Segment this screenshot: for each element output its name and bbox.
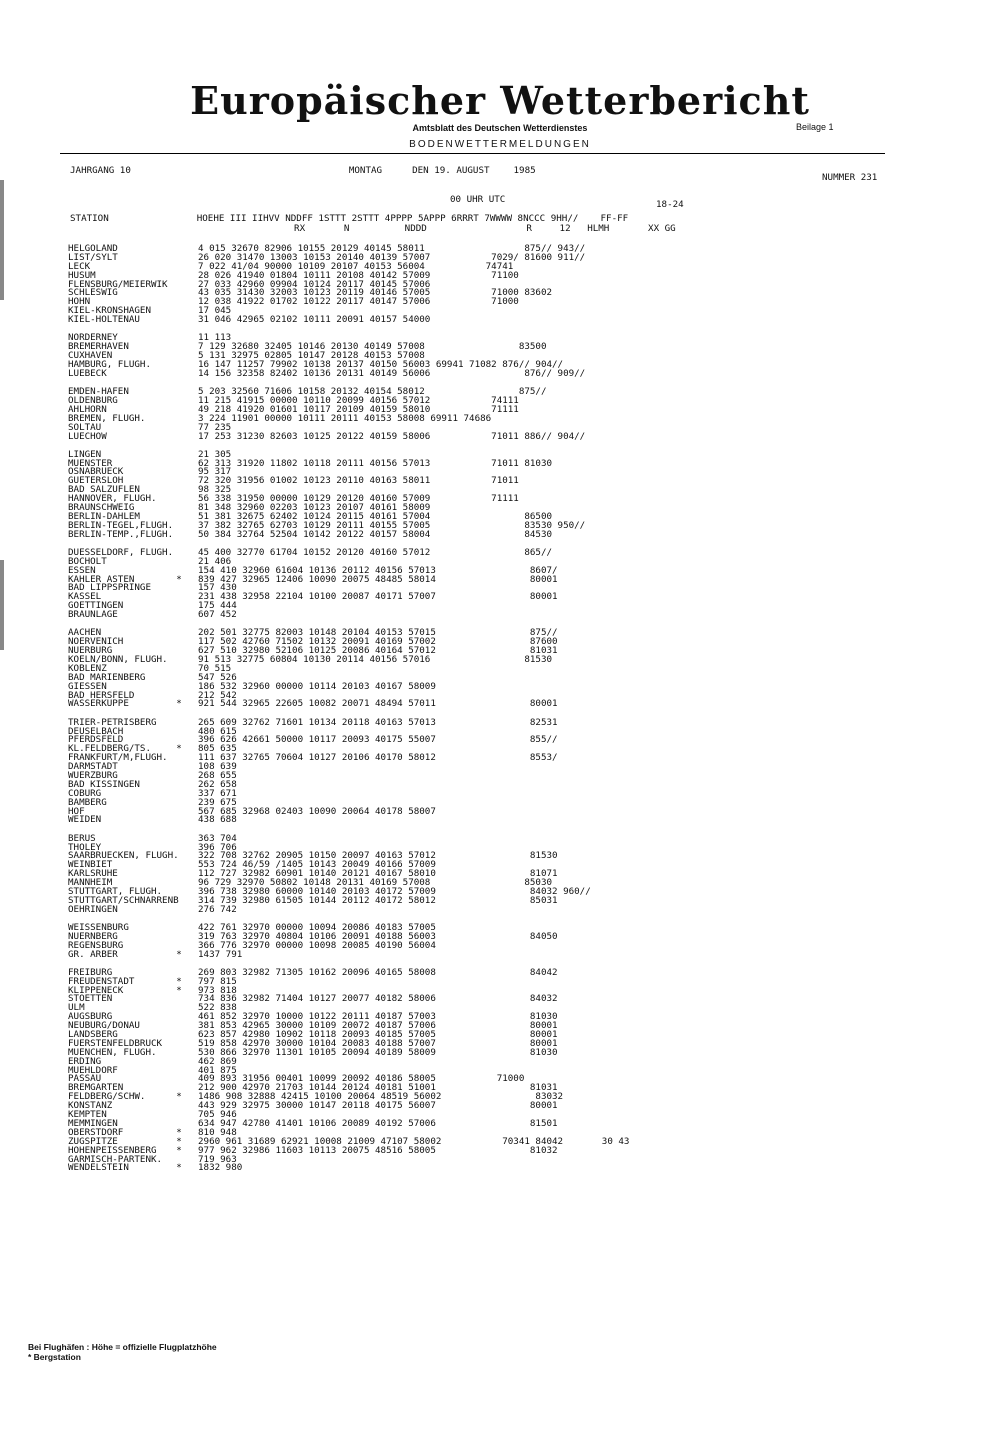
station-data: 268 655 [198, 769, 237, 781]
station-data: 921 544 32965 22605 10082 20071 48494 57011 80001 [198, 698, 558, 710]
station-data: 43 035 31430 32003 10123 20119 40146 57005 71000 83602 [198, 287, 553, 299]
station-data: 396 706 [198, 841, 237, 853]
station-name: BREMERHAVEN [68, 341, 129, 353]
station-data: 112 727 32982 60901 10140 20121 40167 58010 81071 [198, 868, 558, 880]
station-data: 1832 980 [198, 1162, 243, 1174]
station-name: BAD MARIENBERG [68, 671, 146, 683]
station-data: 462 869 [198, 1055, 237, 1067]
station-data: 62 313 31920 11802 10118 20111 40156 57013 71011 81030 [198, 457, 553, 469]
station-data: 212 900 42970 21703 10144 20124 40181 51001 81031 [198, 1082, 558, 1094]
station-data: 17 253 31230 82603 10125 20122 40159 58006 71011 886// 904// [198, 430, 586, 442]
station-data: 1486 908 32888 42415 10100 20064 48519 56002 83032 [198, 1091, 564, 1103]
station-data: 45 400 32770 61704 10152 20120 40160 57012 865// [198, 546, 553, 558]
station-name: KL.FELDBERG/TS. [68, 743, 151, 755]
code-header: HOEHE III IIHVV NDDFF 1STTT 2STTT 4PPPP 5APPP 6RRRT 7WWWW 8NCCC 9HH// FF-FF [196, 213, 629, 224]
station-data: 37 382 32765 62703 10129 20111 40155 57005 83530 950// [198, 519, 586, 531]
station-name: HOHENPEISSENBERG [68, 1144, 157, 1156]
station-name: REGENSBURG [68, 939, 124, 951]
station-name: LUECHOW [68, 430, 107, 442]
station-data: 11 215 41915 00000 10110 20099 40156 57012 74111 [198, 394, 519, 406]
mountain-marker: * [176, 1091, 182, 1103]
station-name: NEUBURG/DONAU [68, 1020, 140, 1032]
mountain-marker: * [176, 1162, 182, 1174]
station-name: KIEL-KRONSHAGEN [68, 305, 151, 317]
station-name: BREMEN, FLUGH. [68, 412, 146, 424]
station-name: OEHRINGEN [68, 903, 118, 915]
footnote [28, 1342, 217, 1362]
station-name: GUETERSLOH [68, 475, 124, 487]
station-name: HUSUM [68, 269, 96, 281]
station-data: 51 381 32675 62402 10124 20115 40161 57004 86500 [198, 510, 553, 522]
station-data: 56 338 31950 00000 10129 20120 40160 57009 71111 [198, 493, 519, 505]
page-title: Europäischer Wetterbericht [190, 78, 810, 123]
station-name: AUGSBURG [68, 1011, 113, 1023]
station-data: 438 688 [198, 814, 237, 826]
station-data: 265 609 32762 71601 10134 20118 40163 57013 82531 [198, 716, 558, 728]
station-name: CUXHAVEN [68, 350, 113, 362]
station-name: COBURG [68, 787, 102, 799]
station-name: FRANKFURT/M,FLUGH. [68, 752, 168, 764]
station-name: STOETTEN [68, 993, 113, 1005]
station-data: 21 406 [198, 555, 232, 567]
station-name: GR. ARBER [68, 948, 118, 960]
station-data: 547 526 [198, 671, 237, 683]
station-name: AHLHORN [68, 403, 107, 415]
station-name: WEINBIET [68, 859, 113, 871]
station-name: MEMMINGEN [68, 1117, 118, 1129]
station-data: 175 444 [198, 600, 237, 612]
station-data: 623 857 42980 10902 10118 20093 40185 57005 80001 [198, 1029, 558, 1041]
station-name: BRAUNSCHWEIG [68, 502, 135, 514]
station-name: GOETTINGEN [68, 600, 124, 612]
station-name: DARMSTADT [68, 761, 118, 773]
station-data: 7 129 32680 32405 10146 20130 40149 57008 83500 [198, 341, 547, 353]
station-data: 72 320 31956 01002 10123 20110 40163 58011 71011 [198, 475, 519, 487]
station-name: EMDEN-HAFEN [68, 386, 129, 398]
station-name: BAD LIPPSPRINGE [68, 582, 151, 594]
station-data: 363 704 [198, 832, 237, 844]
station-name: LUEBECK [68, 367, 107, 379]
station-name: GARMISCH-PARTENK. [68, 1153, 163, 1165]
station-name: SAARBRUECKEN, FLUGH. [68, 850, 179, 862]
column-header-row2 [70, 224, 676, 233]
station-data: 366 776 32970 00000 10098 20085 40190 56004 [198, 939, 436, 951]
station-name: LIST/SYLT [68, 251, 118, 263]
station-name: LINGEN [68, 448, 102, 460]
station-data: 17 045 [198, 305, 232, 317]
station-data: 26 020 31470 13003 10153 20140 40139 57007 7029/ 81600 911// [198, 251, 586, 263]
subtitle: Amtsblatt des Deutschen Wetterdienstes [412, 123, 588, 133]
station-data: 2960 961 31689 62921 10008 21009 47107 58002 70341 84042 30 43 [198, 1135, 630, 1147]
station-name: BERLIN-TEMP.,FLUGH. [68, 528, 174, 540]
issue-number: NUMMER 231 [822, 172, 878, 183]
station-data: 157 430 [198, 582, 237, 594]
mountain-marker: * [176, 1144, 182, 1156]
station-data: 797 815 [198, 975, 237, 987]
station-data: 269 803 32982 71305 10162 20096 40165 58008 84042 [198, 966, 558, 978]
station-data: 27 033 42960 09904 10124 20117 40145 57006 [198, 278, 431, 290]
station-data: 522 838 [198, 1002, 237, 1014]
station-name: SCHLESWIG [68, 287, 118, 299]
station-name: BAD KISSINGEN [68, 778, 140, 790]
station-data: 21 305 [198, 448, 232, 460]
station-name: ESSEN [68, 564, 96, 576]
station-data: 96 729 32970 50802 10148 20131 40169 57008 85030 [198, 877, 553, 889]
station-data: 314 739 32980 61505 10144 20112 40172 58012 85031 [198, 894, 558, 906]
station-data: 519 858 42970 30000 10104 20083 40188 57007 80001 [198, 1037, 558, 1049]
station-data: 401 875 [198, 1064, 237, 1076]
time-label: 00 UHR UTC [450, 194, 506, 205]
station-data: 480 615 [198, 725, 237, 737]
station-name: HOHN [68, 296, 91, 308]
station-name: ZUGSPITZE [68, 1135, 118, 1147]
scan-edge-mark [0, 180, 4, 300]
station-name: HAMBURG, FLUGH. [68, 358, 151, 370]
station-name: BOCHOLT [68, 555, 107, 567]
station-data: 186 532 32960 00000 10114 20103 40167 58009 [198, 680, 436, 692]
station-name: LECK [68, 260, 91, 272]
station-data: 7 022 41/04 90000 10109 20107 40153 56004 74741 [198, 260, 514, 272]
station-name: NORDERNEY [68, 332, 118, 344]
station-data: 231 438 32958 22104 10100 20087 40171 57007 80001 [198, 591, 558, 603]
station-name: MUEHLDORF [68, 1064, 118, 1076]
station-data: 337 671 [198, 787, 237, 799]
station-name: OSNABRUECK [68, 466, 124, 478]
beilage-label: Beilage 1 [796, 122, 834, 132]
station-data: 381 853 42965 30000 10109 20072 40187 57006 80001 [198, 1020, 558, 1032]
station-name: WENDELSTEIN [68, 1162, 129, 1174]
station-data: 49 218 41920 01601 10117 20109 40159 58010 71111 [198, 403, 519, 415]
station-data: 977 962 32986 11603 10113 20075 48516 58005 81032 [198, 1144, 558, 1156]
station-header: STATION [70, 213, 109, 224]
station-data: 810 948 [198, 1126, 237, 1138]
mountain-marker: * [176, 975, 182, 987]
weekday: MONTAG [348, 165, 383, 176]
station-data: 322 708 32762 20905 10150 20097 40163 57012 81530 [198, 850, 558, 862]
station-data: 634 947 42780 41401 10106 20089 40192 57006 81501 [198, 1117, 558, 1129]
station-data: 553 724 46/59 /1405 10143 20049 40166 57009 [198, 859, 436, 871]
station-name: LANDSBERG [68, 1029, 118, 1041]
footnote-mountain: * Bergstation [28, 1352, 81, 1362]
station-name: OBERSTDORF [68, 1126, 124, 1138]
station-name: KIEL-HOLTENAU [68, 314, 140, 326]
station-name: KASSEL [68, 591, 102, 603]
mountain-marker: * [176, 573, 182, 585]
station-data: 443 929 32975 30000 10147 20118 40175 56007 80001 [198, 1100, 558, 1112]
station-name: WEISSENBURG [68, 921, 129, 933]
station-data: 805 635 [198, 743, 237, 755]
jahrgang: JAHRGANG 10 [70, 165, 131, 176]
station-name: DUESSELDORF, FLUGH. [68, 546, 174, 558]
station-name: TRIER-PETRISBERG [68, 716, 157, 728]
station-name: KARLSRUHE [68, 868, 118, 880]
station-name: MUENSTER [68, 457, 113, 469]
station-name: NOERVENICH [68, 636, 124, 648]
station-data: 95 317 [198, 466, 232, 478]
station-name: NUERNBERG [68, 930, 118, 942]
station-name: AACHEN [68, 627, 102, 639]
station-name: BAD HERSFELD [68, 689, 135, 701]
station-data: 567 685 32968 02403 10090 20064 40178 58007 [198, 805, 436, 817]
station-name: OLDENBURG [68, 394, 118, 406]
station-name: ULM [68, 1002, 85, 1014]
station-data: 50 384 32764 52504 10142 20122 40157 58004 84530 [198, 528, 553, 540]
station-data: 91 513 32775 60804 10130 20114 40156 57016 81530 [198, 654, 553, 665]
station-data: 239 675 [198, 796, 237, 808]
station-name: BAMBERG [68, 796, 107, 808]
station-data: 81 348 32960 02203 10123 20107 40161 58009 [198, 502, 431, 514]
station-data: 5 131 32975 02805 10147 20128 40153 57008 [198, 350, 425, 362]
station-data: 627 510 32980 52106 10125 20086 40164 57012 81031 [198, 645, 558, 657]
mountain-marker: * [176, 984, 182, 996]
station-name: KAHLER ASTEN [68, 573, 135, 585]
station-name: FREUDENSTADT [68, 975, 135, 987]
issue-header [70, 166, 536, 175]
station-name: WUERZBURG [68, 769, 118, 781]
station-name: BERUS [68, 832, 96, 844]
station-name: BAD SALZUFLEN [68, 484, 140, 496]
station-name: NUERBURG [68, 645, 113, 657]
station-data: 973 818 [198, 984, 237, 996]
header-rule [60, 153, 885, 154]
station-data: 11 113 [198, 332, 232, 344]
station-name: BRAUNLAGE [68, 609, 118, 621]
station-data: 16 147 11257 79902 10138 20137 40150 56003 69941 71082 876// 904// [198, 358, 564, 370]
station-name: WEIDEN [68, 814, 102, 826]
mountain-marker: * [176, 698, 182, 710]
mountain-marker: * [176, 743, 182, 755]
station-data: 276 742 [198, 903, 237, 915]
station-name: FUERSTENFELDBRUCK [68, 1037, 163, 1049]
station-name: SOLTAU [68, 421, 102, 433]
station-data: 98 325 [198, 484, 232, 496]
station-data: 734 836 32982 71404 10127 20077 40182 58006 84032 [198, 993, 558, 1005]
station-name: STUTTGART, FLUGH. [68, 885, 163, 897]
section-title: BODENWETTERMELDUNGEN [409, 139, 591, 150]
station-data: 4 015 32670 82906 10155 20129 40145 58011 875// 943// [198, 243, 586, 254]
station-data: 3 224 11901 00000 10111 20111 40153 58008 69911 74686 [198, 412, 492, 424]
station-data: 28 026 41940 01804 10111 20108 40142 57009 71100 [198, 269, 519, 281]
station-name: PASSAU [68, 1073, 102, 1085]
station-name: HELGOLAND [68, 243, 118, 254]
footnote-airport: Bei Flughäfen : Höhe = offizielle Flugplatzhöhe [28, 1342, 217, 1352]
mountain-marker: * [176, 1126, 182, 1138]
station-data: 117 502 42760 71502 10132 20091 40169 57002 87600 [198, 636, 558, 648]
station-name: DEUSELBACH [68, 725, 124, 737]
station-name: KLIPPENECK [68, 984, 124, 996]
station-name: FELDBERG/SCHW. [68, 1091, 146, 1103]
code-subheader: RX N NDDD R 12 HLMH XX GG [200, 223, 676, 234]
station-data: 1437 791 [198, 948, 243, 960]
station-name: BREMGARTEN [68, 1082, 124, 1094]
station-name: THOLEY [68, 841, 102, 853]
scan-edge-mark [0, 560, 4, 650]
mountain-marker: * [176, 948, 182, 960]
station-data: 70 515 [198, 662, 232, 674]
station-data: 319 763 32970 40804 10106 20091 40188 56003 84050 [198, 930, 558, 942]
station-data: 12 038 41922 01702 10122 20117 40147 57006 71000 [198, 296, 519, 308]
station-data: 31 046 42965 02102 10111 20091 40157 54000 [198, 314, 431, 326]
station-data: 202 501 32775 82003 10148 20104 40153 57015 875// [198, 627, 558, 639]
station-data: 422 761 32970 00000 10094 20086 40183 57005 [198, 921, 436, 933]
station-name: WASSERKUPPE [68, 698, 129, 710]
station-data: 396 626 42661 50000 10117 20093 40175 55007 855// [198, 734, 558, 746]
station-name: HANNOVER, FLUGH. [68, 493, 157, 505]
period-label: 18-24 [656, 199, 684, 210]
station-data: 396 738 32980 60000 10140 20103 40172 57009 84032 960// [198, 885, 591, 897]
station-name: KOELN/BONN, FLUGH. [68, 654, 168, 665]
station-data: 5 203 32560 71606 10158 20132 40154 58012 875// [198, 386, 547, 398]
station-name: MANNHEIM [68, 877, 113, 889]
station-data: 409 893 31956 00401 10099 20092 40186 58005 71000 [198, 1073, 525, 1085]
station-name: MUENCHEN, FLUGH. [68, 1046, 157, 1058]
column-header-row1 [70, 214, 628, 223]
station-data: 607 452 [198, 609, 237, 621]
station-data: 77 235 [198, 421, 232, 433]
mountain-marker: * [176, 1135, 182, 1147]
station-data: 839 427 32965 12406 10090 20075 48485 58014 80001 [198, 573, 558, 585]
station-name: ERDING [68, 1055, 102, 1067]
station-name: KONSTANZ [68, 1100, 113, 1112]
station-data: 530 866 32970 11301 10105 20094 40189 58009 81030 [198, 1046, 558, 1058]
station-name: KEMPTEN [68, 1109, 107, 1121]
station-data: 262 658 [198, 778, 237, 790]
station-data: 14 156 32358 82402 10136 20131 40149 56006 876// 909// [198, 367, 586, 379]
station-data: 108 639 [198, 761, 237, 773]
station-data: 154 410 32960 61604 10136 20112 40156 57013 8607/ [198, 564, 558, 576]
date: DEN 19. AUGUST [412, 165, 490, 176]
station-name: FLENSBURG/MEIERWIK [68, 278, 168, 290]
station-data: 461 852 32970 10000 10122 20111 40187 57003 81030 [198, 1011, 558, 1023]
station-data: 705 946 [198, 1109, 237, 1121]
station-name: BERLIN-DAHLEM [68, 510, 140, 522]
station-data: 111 637 32765 70604 10127 20106 40170 58012 8553/ [198, 752, 558, 764]
station-name: FREIBURG [68, 966, 113, 978]
station-name: KOBLENZ [68, 662, 107, 674]
year: 1985 [513, 165, 536, 176]
station-name: GIESSEN [68, 680, 107, 692]
station-data: 212 542 [198, 689, 237, 701]
station-data: 719 963 [198, 1153, 237, 1165]
station-name: BERLIN-TEGEL,FLUGH. [68, 519, 174, 531]
station-name: STUTTGART/SCHNARRENB [68, 894, 179, 906]
station-name: PFERDSFELD [68, 734, 124, 746]
station-name: HOF [68, 805, 85, 817]
